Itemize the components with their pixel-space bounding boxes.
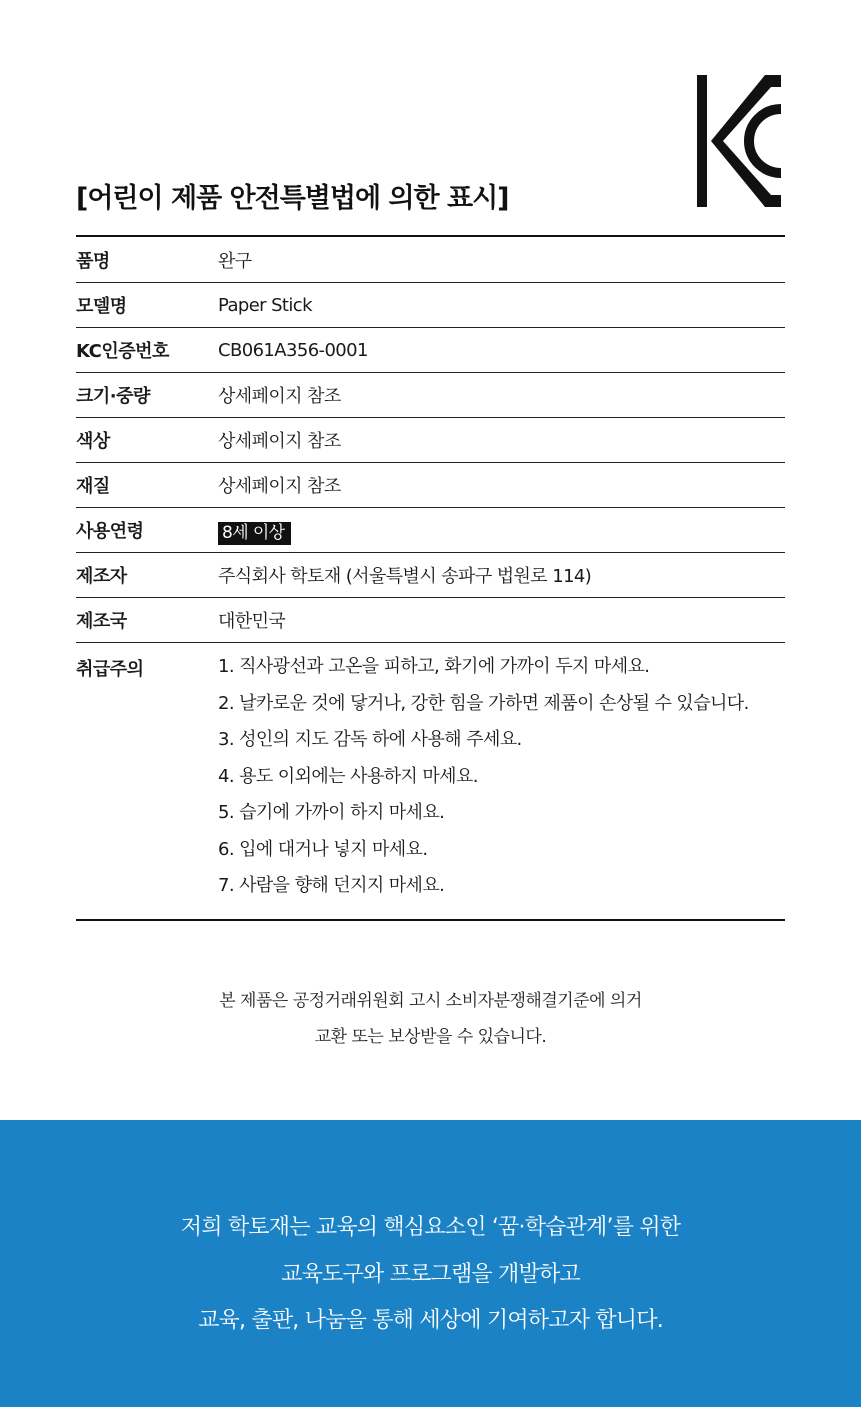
spec-row-size-weight (76, 373, 785, 418)
spec-value: 대한민국 (218, 611, 286, 632)
spec-value: CB061A356-0001 (218, 339, 368, 361)
spec-label: 색상 (76, 431, 110, 452)
spec-value: 상세페이지 참조 (218, 386, 341, 407)
spec-value: 주식회사 학토재 (서울특별시 송파구 법원로 114) (218, 566, 592, 587)
spec-value: Paper Stick (218, 294, 312, 316)
kc-certification-mark-icon (695, 73, 783, 209)
spec-row-color (76, 418, 785, 463)
spec-row-model-name (76, 283, 785, 328)
spec-row-material (76, 463, 785, 508)
company-message-banner (0, 1120, 861, 1407)
caution-item: 4. 용도 이외에는 사용하지 마세요. (218, 765, 478, 787)
spec-label: 취급주의 (76, 659, 144, 680)
spec-label: 모델명 (76, 296, 127, 317)
company-message-line: 교육, 출판, 나눔을 통해 세상에 기여하고자 합니다. (198, 1308, 663, 1333)
caution-item: 2. 날카로운 것에 닿거나, 강한 힘을 가하면 제품이 손상될 수 있습니다. (218, 692, 749, 714)
spec-value: 상세페이지 참조 (218, 431, 341, 452)
spec-label: KC인증번호 (76, 341, 169, 362)
spec-label: 재질 (76, 476, 110, 497)
spec-value: 완구 (218, 250, 252, 272)
spec-row-age (76, 508, 785, 553)
spec-row-caution (76, 643, 785, 919)
spec-row-kc-number (76, 328, 785, 373)
caution-item: 7. 사람을 향해 던지지 마세요. (218, 875, 445, 896)
notice-line: 본 제품은 공정거래위원회 고시 소비자분쟁해결기준에 의거 (219, 991, 642, 1011)
spec-label: 제조국 (76, 611, 127, 632)
spec-label: 제조자 (76, 566, 127, 587)
spec-label: 크기·중량 (76, 386, 150, 407)
caution-item: 3. 성인의 지도 감독 하에 사용해 주세요. (218, 729, 522, 750)
age-badge: 8세 이상 (218, 522, 291, 545)
spec-row-product-name (76, 237, 785, 283)
company-message (0, 1205, 861, 1345)
caution-list (218, 655, 749, 911)
company-message-line: 저희 학토재는 교육의 핵심요소인 ‘꿈·학습관계’를 위한 (180, 1215, 681, 1240)
page-title: [어린이 제품 안전특별법에 의한 표시] (76, 183, 509, 214)
company-message-line: 교육도구와 프로그램을 개발하고 (281, 1261, 580, 1287)
spec-value: 상세페이지 참조 (218, 476, 341, 497)
product-spec-table (76, 235, 785, 921)
caution-item: 6. 입에 대거나 넣지 마세요. (218, 838, 428, 860)
caution-item: 5. 습기에 가까이 하지 마세요. (218, 802, 445, 823)
spec-row-manufacturer (76, 553, 785, 598)
spec-label: 사용연령 (76, 521, 144, 542)
spec-row-country (76, 598, 785, 643)
exchange-notice (0, 983, 861, 1055)
notice-line: 교환 또는 보상받을 수 있습니다. (314, 1027, 547, 1047)
caution-item: 1. 직사광선과 고온을 피하고, 화기에 가까이 두지 마세요. (218, 656, 650, 677)
spec-label: 품명 (76, 250, 110, 272)
spec-value (218, 518, 291, 543)
